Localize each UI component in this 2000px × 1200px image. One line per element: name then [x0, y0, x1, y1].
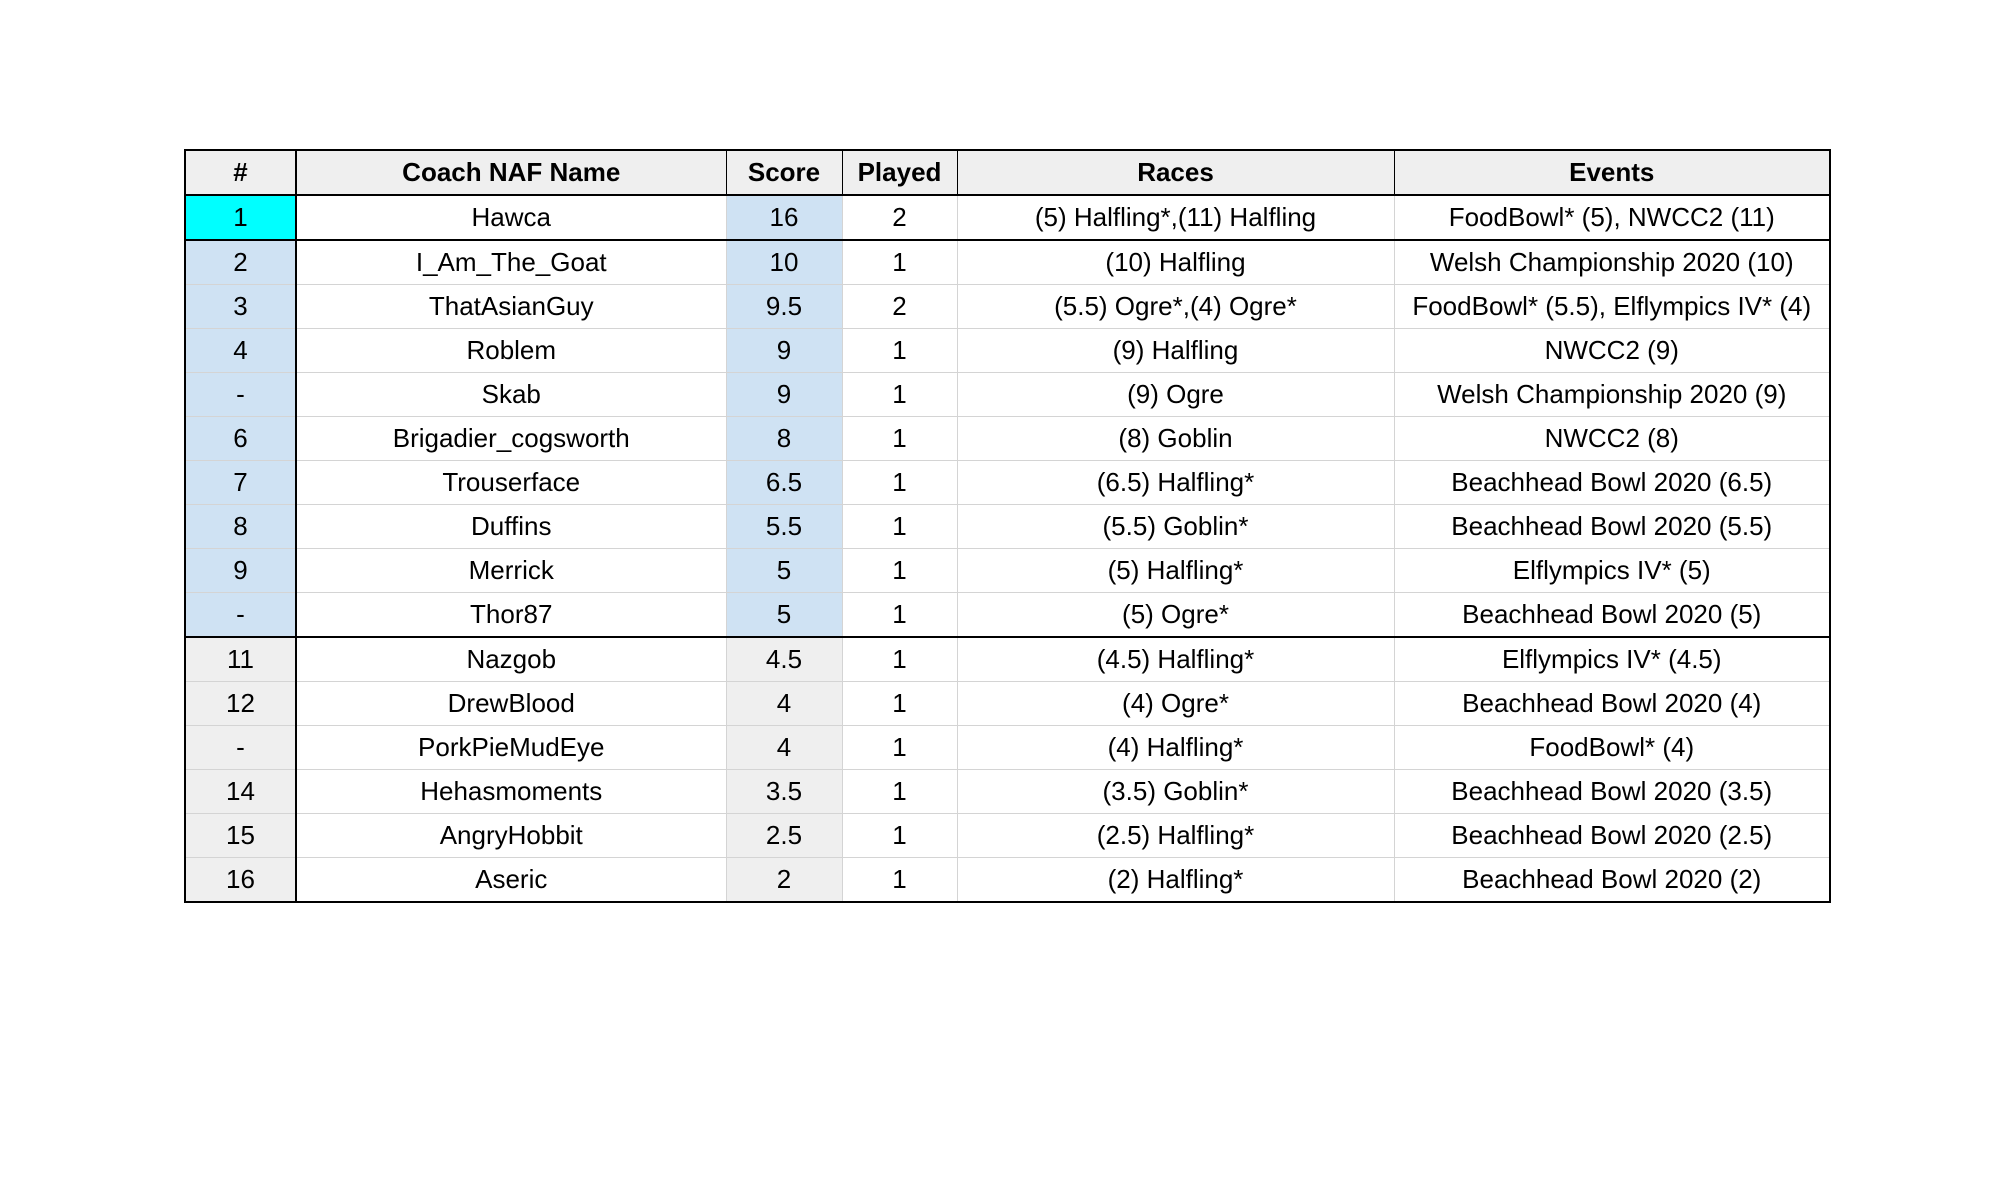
rank-cell: 12 — [185, 682, 296, 726]
played-cell: 1 — [842, 505, 957, 549]
played-cell: 1 — [842, 682, 957, 726]
score-cell: 9 — [726, 329, 842, 373]
coach-name-cell: ThatAsianGuy — [296, 285, 726, 329]
coach-name-cell: Skab — [296, 373, 726, 417]
events-cell: FoodBowl* (5.5), Elflympics IV* (4) — [1394, 285, 1830, 329]
events-cell: Beachhead Bowl 2020 (6.5) — [1394, 461, 1830, 505]
coach-name-cell: Hehasmoments — [296, 770, 726, 814]
score-cell: 10 — [726, 240, 842, 285]
events-cell: FoodBowl* (4) — [1394, 726, 1830, 770]
played-cell: 1 — [842, 814, 957, 858]
table-row — [185, 285, 1830, 329]
table-row — [185, 461, 1830, 505]
table-row — [185, 593, 1830, 638]
events-cell: Beachhead Bowl 2020 (5.5) — [1394, 505, 1830, 549]
played-cell: 1 — [842, 549, 957, 593]
header-races: Races — [957, 150, 1394, 195]
coach-name-cell: Thor87 — [296, 593, 726, 638]
events-cell: Welsh Championship 2020 (10) — [1394, 240, 1830, 285]
table-row — [185, 770, 1830, 814]
events-cell: Beachhead Bowl 2020 (2.5) — [1394, 814, 1830, 858]
races-cell: (5) Halfling* — [957, 549, 1394, 593]
rank-cell: 15 — [185, 814, 296, 858]
table-row — [185, 549, 1830, 593]
score-cell: 4 — [726, 726, 842, 770]
played-cell: 1 — [842, 726, 957, 770]
played-cell: 1 — [842, 858, 957, 903]
score-cell: 2 — [726, 858, 842, 903]
coach-name-cell: PorkPieMudEye — [296, 726, 726, 770]
header-score: Score — [726, 150, 842, 195]
rank-cell: 2 — [185, 240, 296, 285]
races-cell: (9) Ogre — [957, 373, 1394, 417]
header-played: Played — [842, 150, 957, 195]
played-cell: 1 — [842, 637, 957, 682]
rank-cell: 3 — [185, 285, 296, 329]
score-cell: 5.5 — [726, 505, 842, 549]
rank-cell: 9 — [185, 549, 296, 593]
races-cell: (4) Halfling* — [957, 726, 1394, 770]
coach-name-cell: Hawca — [296, 195, 726, 240]
played-cell: 1 — [842, 593, 957, 638]
races-cell: (3.5) Goblin* — [957, 770, 1394, 814]
standings-body — [185, 195, 1830, 902]
races-cell: (4) Ogre* — [957, 682, 1394, 726]
rank-cell: 1 — [185, 195, 296, 240]
header-events: Events — [1394, 150, 1830, 195]
rank-cell: 14 — [185, 770, 296, 814]
rank-cell: 11 — [185, 637, 296, 682]
score-cell: 16 — [726, 195, 842, 240]
score-cell: 3.5 — [726, 770, 842, 814]
played-cell: 2 — [842, 195, 957, 240]
events-cell: NWCC2 (9) — [1394, 329, 1830, 373]
table-row — [185, 858, 1830, 903]
table-row — [185, 373, 1830, 417]
races-cell: (9) Halfling — [957, 329, 1394, 373]
races-cell: (2.5) Halfling* — [957, 814, 1394, 858]
played-cell: 1 — [842, 240, 957, 285]
races-cell: (8) Goblin — [957, 417, 1394, 461]
events-cell: Welsh Championship 2020 (9) — [1394, 373, 1830, 417]
played-cell: 1 — [842, 373, 957, 417]
table-row — [185, 726, 1830, 770]
played-cell: 1 — [842, 329, 957, 373]
played-cell: 1 — [842, 417, 957, 461]
score-cell: 9 — [726, 373, 842, 417]
table-row — [185, 329, 1830, 373]
events-cell: Beachhead Bowl 2020 (3.5) — [1394, 770, 1830, 814]
rank-cell: - — [185, 593, 296, 638]
coach-name-cell: Aseric — [296, 858, 726, 903]
table-row — [185, 682, 1830, 726]
header-rank: # — [185, 150, 296, 195]
races-cell: (5) Halfling*,(11) Halfling — [957, 195, 1394, 240]
score-cell: 2.5 — [726, 814, 842, 858]
races-cell: (5.5) Ogre*,(4) Ogre* — [957, 285, 1394, 329]
standings-table — [184, 149, 1831, 903]
rank-cell: 4 — [185, 329, 296, 373]
events-cell: Elflympics IV* (4.5) — [1394, 637, 1830, 682]
score-cell: 5 — [726, 549, 842, 593]
played-cell: 2 — [842, 285, 957, 329]
table-row — [185, 637, 1830, 682]
events-cell: Beachhead Bowl 2020 (2) — [1394, 858, 1830, 903]
table-row — [185, 505, 1830, 549]
score-cell: 9.5 — [726, 285, 842, 329]
score-cell: 8 — [726, 417, 842, 461]
rank-cell: - — [185, 726, 296, 770]
table-row — [185, 417, 1830, 461]
header-row — [185, 150, 1830, 195]
events-cell: FoodBowl* (5), NWCC2 (11) — [1394, 195, 1830, 240]
events-cell: Beachhead Bowl 2020 (4) — [1394, 682, 1830, 726]
coach-name-cell: DrewBlood — [296, 682, 726, 726]
coach-name-cell: Merrick — [296, 549, 726, 593]
races-cell: (4.5) Halfling* — [957, 637, 1394, 682]
rank-cell: 6 — [185, 417, 296, 461]
coach-name-cell: Duffins — [296, 505, 726, 549]
table-row — [185, 240, 1830, 285]
score-cell: 5 — [726, 593, 842, 638]
coach-name-cell: Brigadier_cogsworth — [296, 417, 726, 461]
races-cell: (5.5) Goblin* — [957, 505, 1394, 549]
played-cell: 1 — [842, 770, 957, 814]
coach-name-cell: AngryHobbit — [296, 814, 726, 858]
coach-name-cell: Nazgob — [296, 637, 726, 682]
score-cell: 6.5 — [726, 461, 842, 505]
coach-name-cell: Roblem — [296, 329, 726, 373]
rank-cell: 7 — [185, 461, 296, 505]
races-cell: (10) Halfling — [957, 240, 1394, 285]
rank-cell: 8 — [185, 505, 296, 549]
table-row — [185, 195, 1830, 240]
score-cell: 4 — [726, 682, 842, 726]
events-cell: Elflympics IV* (5) — [1394, 549, 1830, 593]
races-cell: (5) Ogre* — [957, 593, 1394, 638]
score-cell: 4.5 — [726, 637, 842, 682]
events-cell: NWCC2 (8) — [1394, 417, 1830, 461]
played-cell: 1 — [842, 461, 957, 505]
coach-name-cell: I_Am_The_Goat — [296, 240, 726, 285]
rank-cell: - — [185, 373, 296, 417]
events-cell: Beachhead Bowl 2020 (5) — [1394, 593, 1830, 638]
coach-name-cell: Trouserface — [296, 461, 726, 505]
races-cell: (2) Halfling* — [957, 858, 1394, 903]
header-coach-name: Coach NAF Name — [296, 150, 726, 195]
table-row — [185, 814, 1830, 858]
races-cell: (6.5) Halfling* — [957, 461, 1394, 505]
rank-cell: 16 — [185, 858, 296, 903]
